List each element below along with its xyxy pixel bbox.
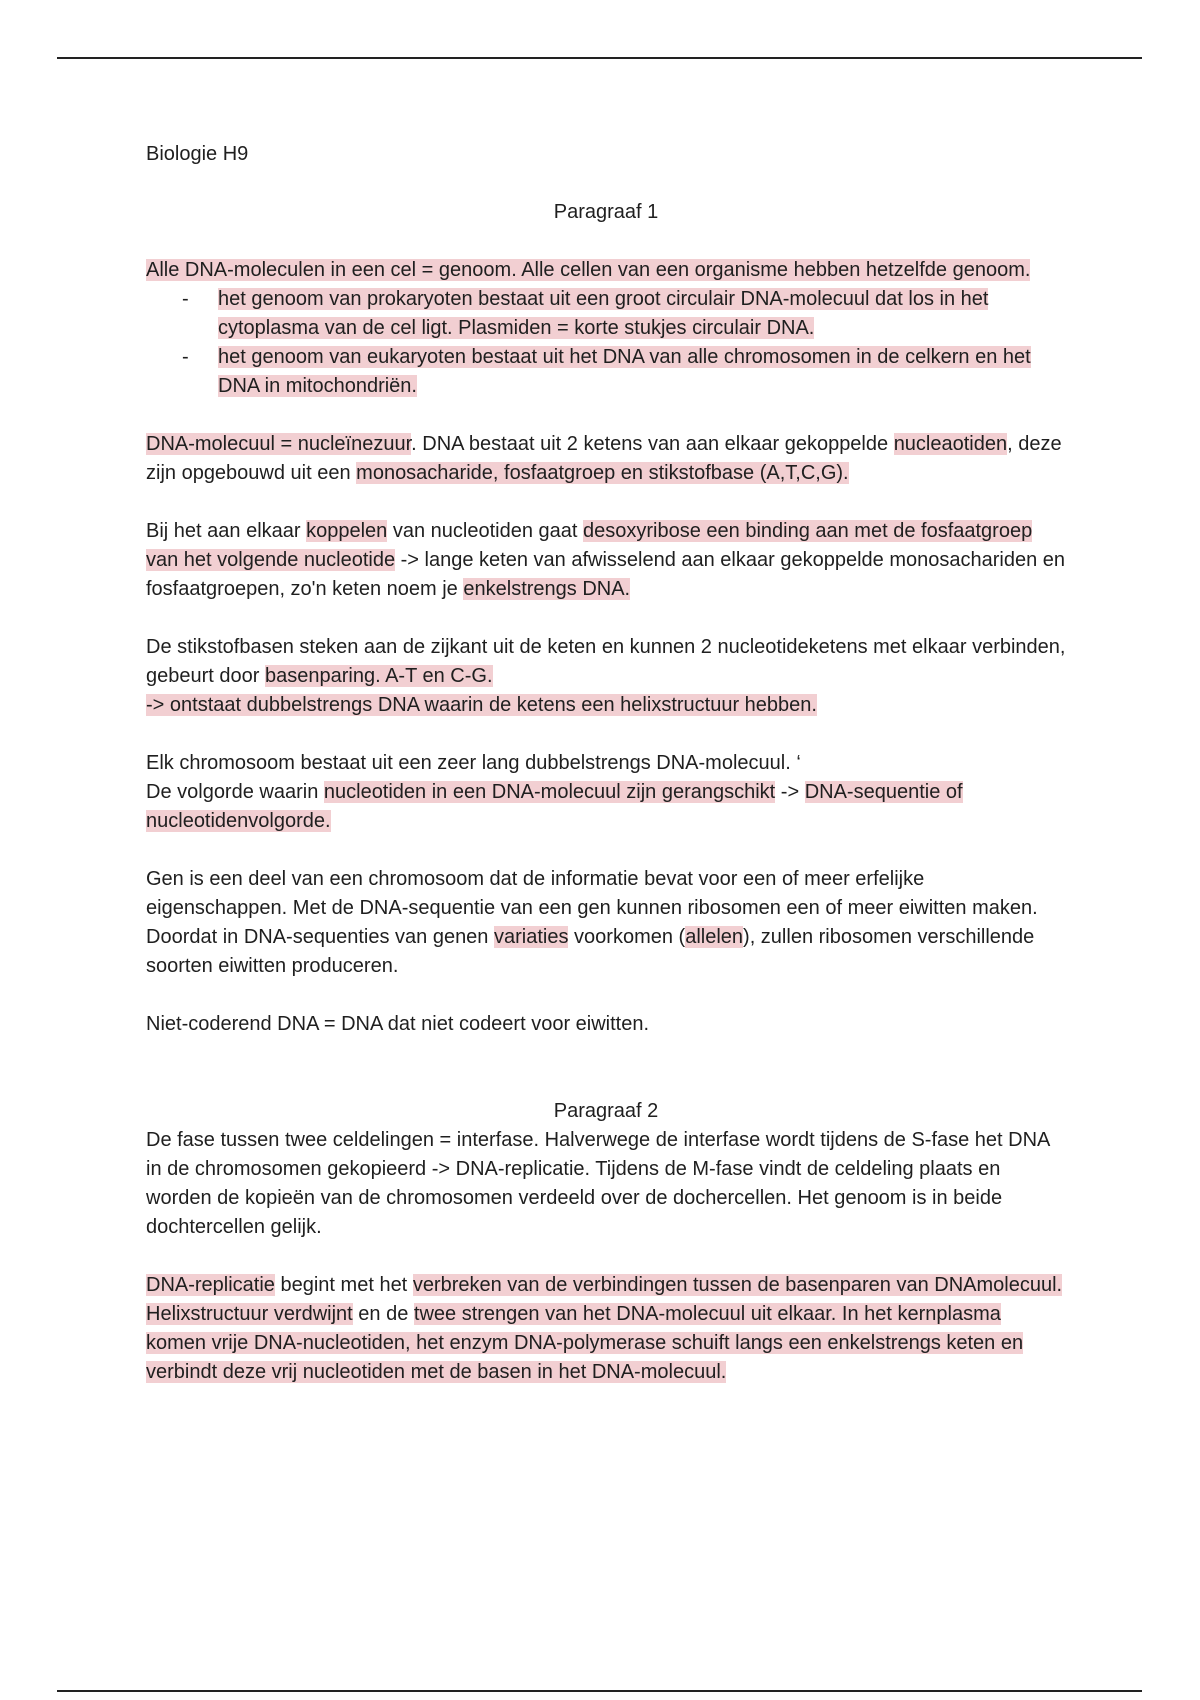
highlight: nucleotiden in een DNA-molecuul zijn gerangschikt: [323, 781, 776, 803]
paragraph-chromosome: [146, 749, 1066, 836]
highlight: verbreken van de verbindingen tussen de basenparen van DNAmolecuul.: [412, 1274, 1063, 1296]
text-span: ), zullen ribosomen verschillende soorten eiwitten produceren.: [146, 926, 1035, 977]
highlight: variaties: [494, 926, 569, 948]
highlight: monosacharide, fosfaatgroep en stikstofbase (A,T,C,G).: [356, 462, 849, 484]
highlight: basenparing. A-T en C-G.: [264, 665, 493, 687]
bullet-dash: -: [182, 288, 189, 310]
highlight: allelen: [685, 926, 744, 948]
document-page: [146, 140, 1066, 1387]
header-rule: [57, 57, 1142, 59]
highlight: desoxyribose een binding aan met de fosfaatgroep van het volgende nucleotide: [146, 520, 1033, 571]
list-item: [146, 285, 1066, 343]
highlight: -> ontstaat dubbelstrengs DNA waarin de ketens een helixstructuur hebben.: [146, 694, 817, 716]
paragraph-noncoding: Niet-coderend DNA = DNA dat niet codeert voor eiwitten.: [146, 1013, 650, 1035]
bullet-list: [146, 285, 1066, 401]
text-span: begint met het: [274, 1274, 413, 1296]
highlight: DNA-sequentie of nucleotidenvolgorde.: [146, 781, 963, 832]
highlight: Helixstructuur verdwijnt: [146, 1303, 353, 1325]
paragraph-genome: [146, 256, 1066, 285]
text-span: -> lange keten van afwisselend aan elkaar gekoppelde monosachariden en fosfaatgroepen, zo'n keten noem je: [146, 549, 1065, 600]
highlight: het genoom van prokaryoten bestaat uit een groot circulair DNA-molecuul dat los in het cytoplasma van de cel ligt. Plasmiden = korte stukjes circulair DNA.: [218, 288, 989, 339]
highlight: Alle DNA-moleculen in een cel = genoom. Alle cellen van een organisme hebben hetzelfde genoom.: [146, 259, 1031, 281]
paragraph-interphase: De fase tussen twee celdelingen = interfase. Halverwege de interfase wordt tijdens de S-fase het DNA in de chromosomen gekopieerd -> DNA-replicatie. Tijdens de M-fase vindt de celdeling plaats en worden de kopieën van de chromosomen verdeeld over de dochercellen. Het genoom is in beide dochtercellen gelijk.: [146, 1129, 1050, 1238]
text-span: De stikstofbasen steken aan de zijkant uit de keten en kunnen 2 nucleotideketens met elkaar verbinden, gebeurt door: [146, 636, 1066, 687]
text-span: en de: [352, 1303, 414, 1325]
text-span: Elk chromosoom bestaat uit een zeer lang dubbelstrengs DNA-molecuul. ‘: [146, 752, 801, 774]
section-heading-1: Paragraaf 1: [553, 201, 659, 223]
text-span: Bij het aan elkaar: [146, 520, 307, 542]
highlight: koppelen: [306, 520, 388, 542]
highlight: DNA-molecuul = nucleïnezuur: [146, 433, 412, 455]
section-heading-2: Paragraaf 2: [553, 1100, 659, 1122]
paragraph-coupling: [146, 517, 1066, 604]
document-title: Biologie H9: [146, 143, 249, 165]
highlight: nucleaotiden: [893, 433, 1008, 455]
text-span: De volgorde waarin: [146, 781, 324, 803]
highlight: enkelstrengs DNA.: [463, 578, 631, 600]
text-span: voorkomen (: [568, 926, 686, 948]
list-item: [146, 343, 1066, 401]
paragraph-dna-molecule: [146, 430, 1066, 488]
text-span: ->: [775, 781, 805, 803]
footer-rule: [57, 1690, 1142, 1692]
text-span: Gen is een deel van een chromosoom dat de informatie bevat voor een of meer erfelijke eigenschappen. Met de DNA-sequentie van een gen kunnen ribosomen een of meer eiwitten maken. Doordat in DNA-sequenties van genen: [146, 868, 1038, 948]
highlight: DNA-replicatie: [146, 1274, 275, 1296]
text-span: . DNA bestaat uit 2 ketens van aan elkaar gekoppelde: [411, 433, 894, 455]
paragraph-gene: [146, 865, 1066, 981]
paragraph-replication: [146, 1271, 1066, 1387]
text-span: , deze zijn opgebouwd uit een: [146, 433, 1062, 484]
highlight: het genoom van eukaryoten bestaat uit het DNA van alle chromosomen in de celkern en het DNA in mitochondriën.: [218, 346, 1031, 397]
bullet-dash: -: [182, 346, 189, 368]
text-span: van nucleotiden gaat: [387, 520, 583, 542]
highlight: twee strengen van het DNA-molecuul uit elkaar. In het kernplasma komen vrije DNA-nucleotiden, het enzym DNA-polymerase schuift langs een enkelstrengs keten en verbindt deze vrij nucleotiden met de basen in het DNA-molecuul.: [146, 1303, 1024, 1383]
paragraph-base-pairing: [146, 633, 1066, 720]
